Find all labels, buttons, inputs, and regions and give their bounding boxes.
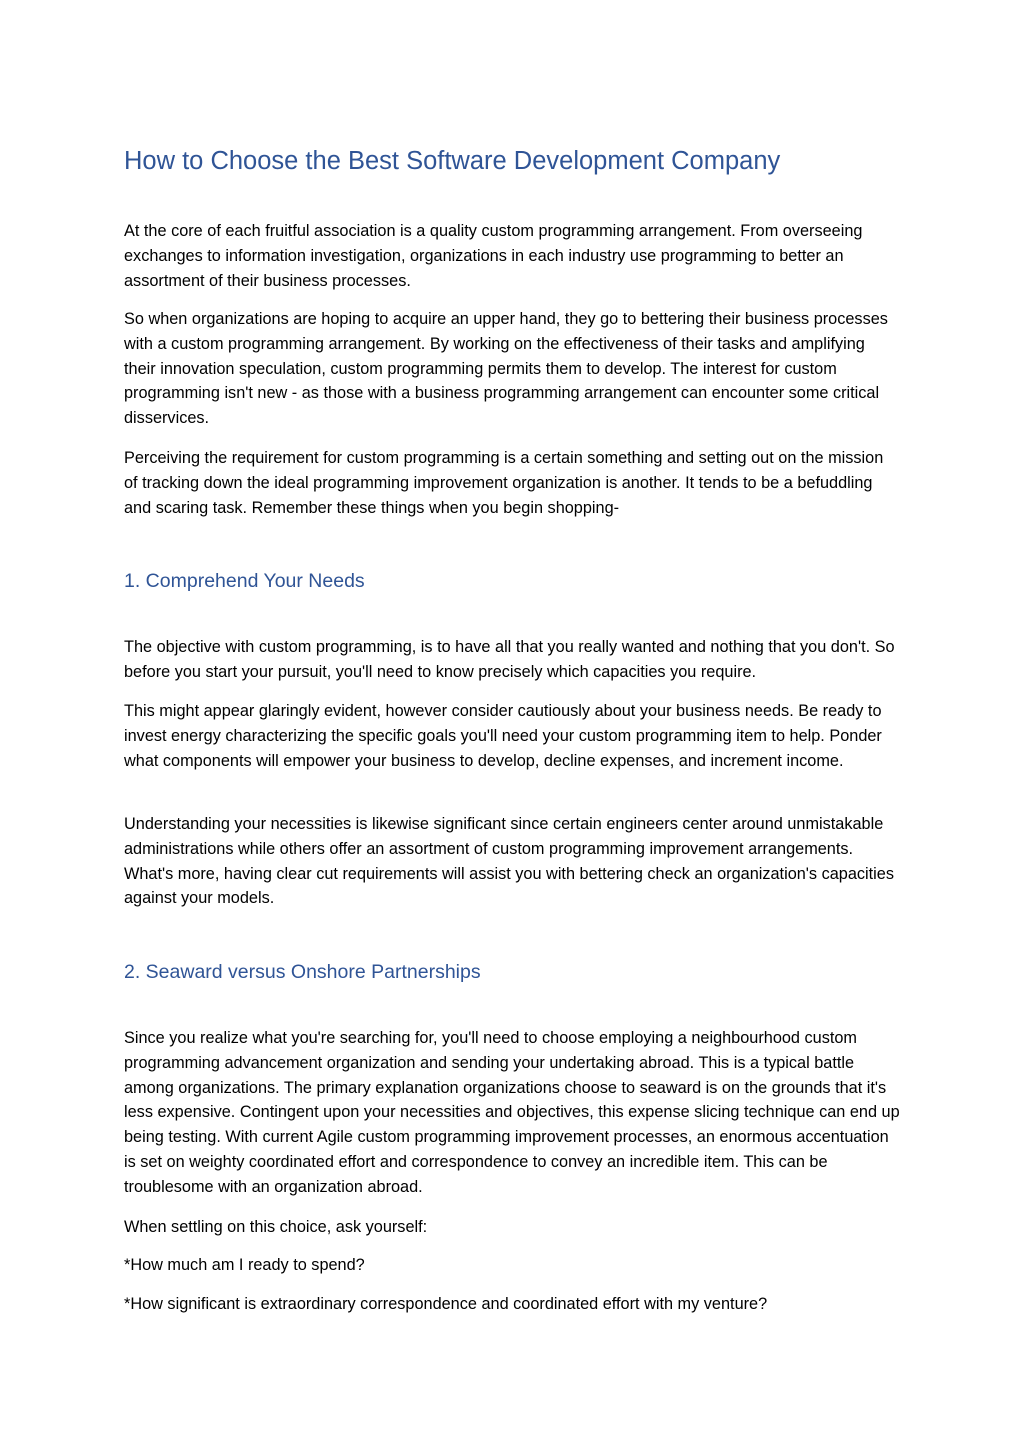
section-heading-needs: 1. Comprehend Your Needs (124, 570, 365, 592)
needs-paragraph-2: This might appear glaringly evident, however consider cautiously about your business needs. Be ready to invest energy characterizing the specific goals you'll need your custom programming item to help. Ponder what components will empower your business to develop, decline expenses, and increment income. (124, 702, 882, 770)
intro-paragraph-3: Perceiving the requirement for custom programming is a certain something and setting out on the mission of tracking down the ideal programming improvement organization is another. It tends to be a befuddling and scaring task. Remember these things when you begin shopping- (124, 449, 884, 517)
needs-paragraph-1: The objective with custom programming, is to have all that you really wanted and nothing that you don't. So before you start your pursuit, you'll need to know precisely which capacities you require. (124, 638, 895, 681)
partnerships-question-2: *How significant is extraordinary correspondence and coordinated effort with my venture? (124, 1295, 768, 1313)
intro-paragraph-1: At the core of each fruitful association is a quality custom programming arrangement. From overseeing exchanges to information investigation, organizations in each industry use programming to better an assortment of their business processes. (124, 222, 863, 290)
partnerships-paragraph-2: When settling on this choice, ask yourself: (124, 1218, 428, 1236)
page-title: How to Choose the Best Software Development Company (124, 147, 781, 175)
intro-paragraph-2: So when organizations are hoping to acquire an upper hand, they go to bettering their business processes with a custom programming arrangement. By working on the effectiveness of their tasks and amplifying their innovation speculation, custom programming permits them to develop. The interest for custom programming isn't new - as those with a business programming arrangement can encounter some critical disservices. (124, 310, 888, 428)
partnerships-question-1: *How much am I ready to spend? (124, 1256, 365, 1274)
section-heading-partnerships: 2. Seaward versus Onshore Partnerships (124, 961, 481, 983)
partnerships-paragraph-1: Since you realize what you're searching for, you'll need to choose employing a neighbourhood custom programming advancement organization and sending your undertaking abroad. This is a typical battle among organizations. The primary explanation organizations choose to seaward is on the grounds that it's less expensive. Contingent upon your necessities and objectives, this expense slicing technique can end up being testing. With current Agile custom programming improvement processes, an enormous accentuation is set on weighty coordinated effort and correspondence to convey an incredible item. This can be troublesome with an organization abroad. (124, 1029, 900, 1196)
needs-paragraph-3: Understanding your necessities is likewise significant since certain engineers center around unmistakable administrations while others offer an assortment of custom programming improvement arrangements. What's more, having clear cut requirements will assist you with bettering check an organization's capacities against your models. (124, 815, 894, 908)
